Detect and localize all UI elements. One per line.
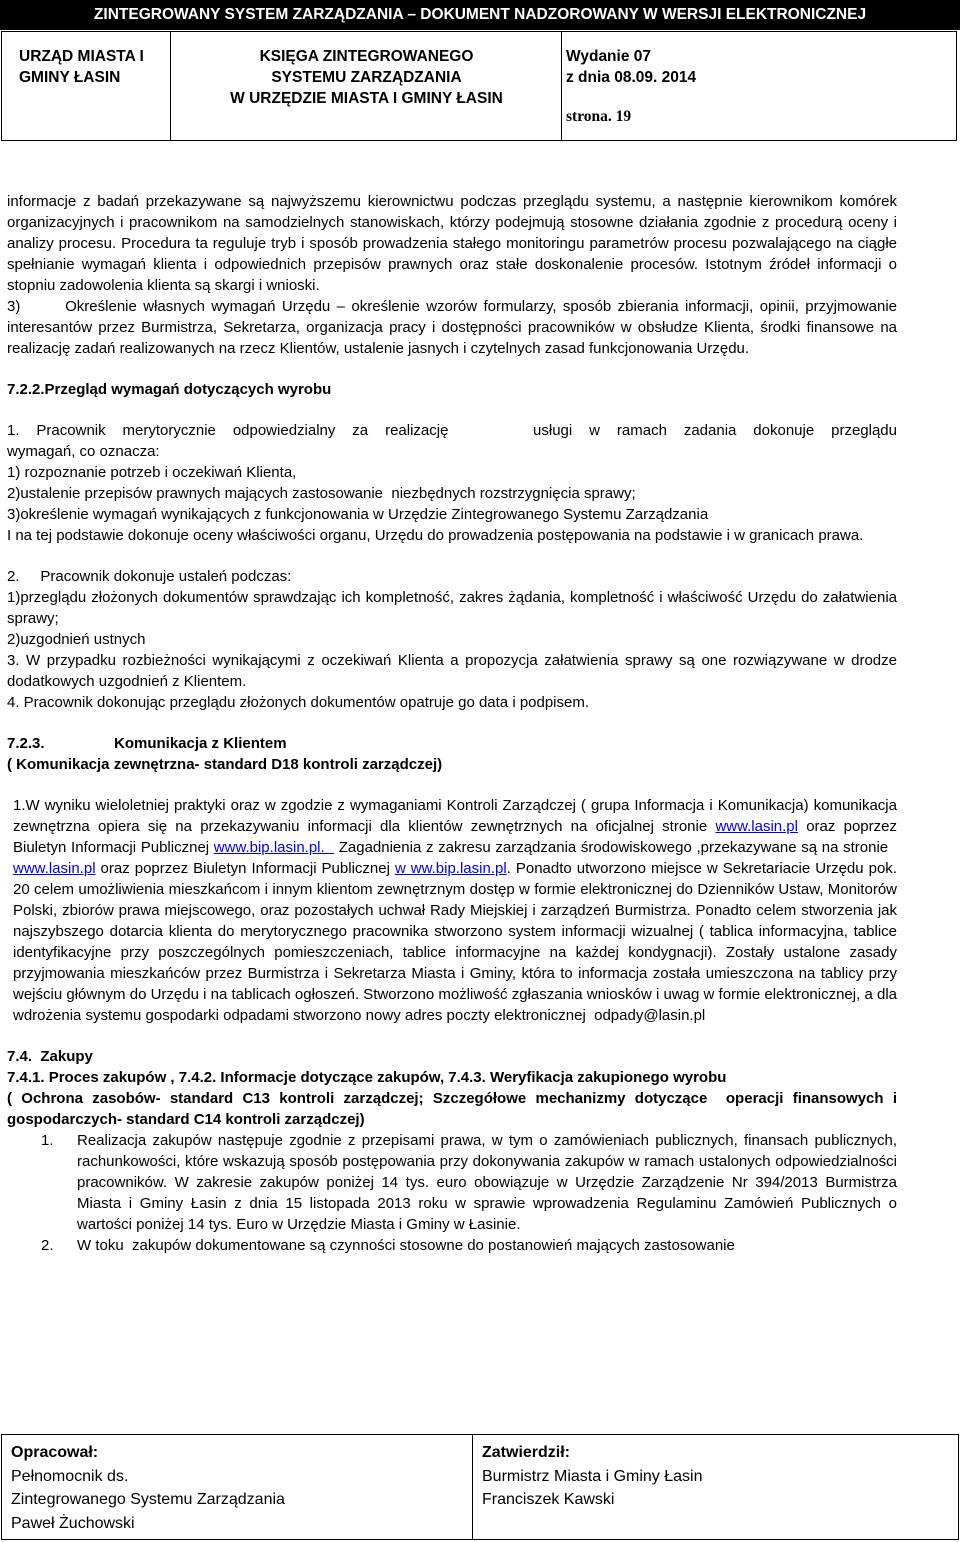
book-title-cell bbox=[171, 32, 562, 141]
link-lasin[interactable]: www.lasin.pl bbox=[715, 818, 798, 835]
section-title-7-2-3: Komunikacja z Klientem bbox=[114, 735, 287, 752]
review-item-1: 1) rozpoznanie potrzeb i oczekiwań Klienta, bbox=[7, 464, 297, 481]
paragraph-client-feedback: informacje z badań przekazywane są najwyższemu kierownictwu podczas przeglądu systemu, a następnie kierownikom komórek organizacyjnych i pracownikom na samodzielnych stanowiskach, którzy podejmują stosowne działania zgodnie z procedurą oceny i analizy procesu. Procedura ta reguluje tryb i sposób prowadzenia stałego monitoringu parametrów procesu pozwalającego na ciągłe spełnianie wymagań klienta i odpowiednich przepisów prawnych oraz stałe doskonalenie procesów. Istotnym źródeł informacji o stopniu zadowolenia klienta są skargi i wnioski. bbox=[7, 193, 897, 294]
document-footer bbox=[1, 1434, 959, 1540]
prepared-by-name: Paweł Żuchowski bbox=[11, 1514, 135, 1532]
review-point-2-item-1: 1)przeglądu złożonych dokumentów sprawdzając ich kompletność, zakres żądania, kompletność i właściwość Urzędu do załatwienia sprawy; bbox=[7, 589, 897, 627]
comm-text-a: 1.W wyniku wieloletniej praktyki oraz w zgodzie z wymaganiami Kontroli Zarządczej ( grupa Informacja i Komunikacja) komunikacja zewnętrzna opiera się na przekazywaniu informacji dla klientów zewnętrznych na oficjalnej stronie bbox=[13, 797, 897, 835]
link-lasin-2[interactable]: www.lasin.pl bbox=[13, 860, 96, 877]
edition-number: Wydanie 07 bbox=[566, 48, 652, 65]
page-number: strona. 19 bbox=[566, 108, 632, 125]
prepared-by-role-cont: Zintegrowanego Systemu Zarządzania bbox=[11, 1491, 285, 1508]
section-subtitle-7-2-3: ( Komunikacja zewnętrzna- standard D18 kontroli zarządczej) bbox=[7, 756, 443, 773]
book-title-line1: KSIĘGA ZINTEGROWANEGO bbox=[259, 48, 474, 65]
purchase-item-1 bbox=[7, 1130, 897, 1235]
section-number-7-2-3: 7.2.3. bbox=[7, 735, 45, 752]
edition-cell bbox=[562, 32, 957, 141]
section-subtitle-7-4: ( Ochrona zasobów- standard C13 kontroli zarządczej; Szczegółowe mechanizmy dotyczące operacji finansowych i gospodarczych- standard C14 kontroli zarządczej) bbox=[7, 1090, 897, 1128]
prepared-by-cell bbox=[2, 1435, 473, 1540]
purchase-item-2-number: 2. bbox=[41, 1237, 54, 1254]
purchase-item-2 bbox=[7, 1235, 897, 1256]
purchase-item-1-text: Realizacja zakupów następuje zgodnie z przepisami prawa, w tym o zamówieniach publicznych, finansach publicznych, rachunkowości, które wskazują sposób postępowania przy dokonywania zakupów w ramach ustalonych odpowiedzialności pracowników. W zakresie zakupów poniżej 14 tys. euro obowiązuje w Urzędzie Zarządzenie Nr 394/2013 Burmistrza Miasta i Gminy Łasin z dnia 15 listopada 2013 roku w sprawie wprowadzenia Regulaminu Zamówień Publicznych o wartości poniżej 14 tys. Euro w Urzędzie Miasta i Gminy w Łasinie. bbox=[77, 1132, 897, 1233]
review-point-3: 3. W przypadku rozbieżności wynikającymi z oczekiwań Klienta a propozycja załatwienia sprawy są one rozwiązywane w drodze dodatkowych uzgodnień z Klientem. bbox=[7, 652, 897, 690]
review-item-3: 3)określenie wymagań wynikających z funkcjonowania w Urzędzie Zintegrowanego Systemu Zarządzania bbox=[7, 506, 709, 523]
review-item-2: 2)ustalenie przepisów prawnych mających zastosowanie niezbędnych rozstrzygnięcia sprawy; bbox=[7, 485, 636, 502]
office-name-line1: URZĄD MIASTA I bbox=[19, 48, 144, 65]
comm-text-d: oraz poprzez Biuletyn Informacji Publicznej bbox=[95, 860, 395, 877]
approved-by-label: Zatwierdził: bbox=[482, 1444, 571, 1461]
document-body bbox=[7, 191, 897, 1256]
comm-text-b: oraz poprzez Biuletyn Informacji Publicznej bbox=[13, 818, 897, 856]
approved-by-role: Burmistrz Miasta i Gminy Łasin bbox=[482, 1467, 703, 1485]
paragraph-external-communication bbox=[7, 795, 897, 1026]
document-banner: ZINTEGROWANY SYSTEM ZARZĄDZANIA – DOKUMENT NADZOROWANY W WERSJI ELEKTRONICZNEJ bbox=[0, 0, 960, 30]
book-title-line3: W URZĘDZIE MIASTA I GMINY ŁASIN bbox=[230, 90, 503, 107]
prepared-by-label: Opracował: bbox=[11, 1444, 99, 1461]
prepared-by-role: Pełnomocnik ds. bbox=[11, 1467, 129, 1485]
review-point-1: 1. Pracownik merytorycznie odpowiedzialny za realizację usługi w ramach zadania dokonuje przeglądu bbox=[7, 422, 897, 439]
book-title-line2: SYSTEMU ZARZĄDZANIA bbox=[271, 69, 462, 86]
comm-text-c: Zagadnienia z zakresu zarządzania środowiskowego ,przekazywane są na stronie bbox=[334, 839, 897, 856]
document-header bbox=[1, 31, 957, 141]
review-point-2-item-2: 2)uzgodnień ustnych bbox=[7, 631, 146, 648]
office-name-line2: GMINY ŁASIN bbox=[19, 69, 121, 86]
review-point-4: 4. Pracownik dokonując przeglądu złożonych dokumentów opatruje go data i podpisem. bbox=[7, 694, 590, 711]
purchase-item-2-text: W toku zakupów dokumentowane są czynności stosowne do postanowień mających zastosowanie bbox=[77, 1237, 735, 1254]
section-heading-7-2-2: 7.2.2.Przegląd wymagań dotyczących wyrobu bbox=[7, 381, 332, 398]
review-point-1-cont: wymagań, co oznacza: bbox=[7, 443, 160, 460]
link-bip-2[interactable]: w ww.bip.lasin.pl bbox=[394, 860, 507, 877]
review-point-2: 2. Pracownik dokonuje ustaleń podczas: bbox=[7, 568, 292, 585]
office-cell bbox=[2, 32, 171, 141]
comm-text-e: . Ponadto utworzono miejsce w Sekretariacie Urzędu pok. 20 celem umożliwienia mieszkańcom i innym klientom zewnętrznym dostęp w formie elektronicznej do Dzienników Ustaw, Monitorów Polski, zbiorów prawa miejscowego, oraz pozostałych uchwał Rady Miejskiej i zarządzeń Burmistrza. Ponadto celem stworzenia jak najszybszego dotarcia klienta do merytorycznego pracownika stworzono system informacji wizualnej ( tablica informacyjna, tablice identyfikacyjne przy poszczególnych pomieszczeniach, tablice informacyjne na każdej kondygnacji). Zostały ustalone zasady przyjmowania mieszkańców przez Burmistrza i Sekretarza Miasta i Gminy, która to informacja została umieszczona na tablicy przy wejściu głównym do Urzędu i na tablicach ogłoszeń. Stworzono możliwość zgłaszania wniosków i uwag w formie elektronicznej, a dla wdrożenia systemu gospodarki odpadami stworzono nowy adres poczty elektronicznej odpady@lasin.pl bbox=[13, 860, 897, 1024]
section-heading-7-2-3 bbox=[7, 733, 897, 754]
edition-date: z dnia 08.09. 2014 bbox=[566, 69, 697, 86]
section-heading-7-4: 7.4. Zakupy bbox=[7, 1048, 93, 1065]
section-heading-7-4-1: 7.4.1. Proces zakupów , 7.4.2. Informacje dotyczące zakupów, 7.4.3. Weryfikacja zakupionego wyrobu bbox=[7, 1069, 727, 1086]
approved-by-name: Franciszek Kawski bbox=[482, 1491, 615, 1508]
purchase-item-1-number: 1. bbox=[41, 1132, 54, 1149]
approved-by-cell bbox=[473, 1435, 959, 1540]
paragraph-office-requirements: 3) Określenie własnych wymagań Urzędu – określenie wzorów formularzy, sposób zbierania informacji, opinii, przyjmowanie interesantów przez Burmistrza, Sekretarza, organizacja pracy i dostępności pracowników w obsłudze Klienta, środki finansowe na realizację zadań realizowanych na rzecz Klientów, ustalenie jasnych i czytelnych zasad funkcjonowania Urzędu. bbox=[7, 298, 897, 357]
review-conclusion: I na tej podstawie dokonuje oceny właściwości organu, Urzędu do prowadzenia postępowania na podstawie i w granicach prawa. bbox=[7, 527, 864, 544]
link-bip[interactable]: www.bip.lasin.pl. bbox=[213, 839, 335, 856]
